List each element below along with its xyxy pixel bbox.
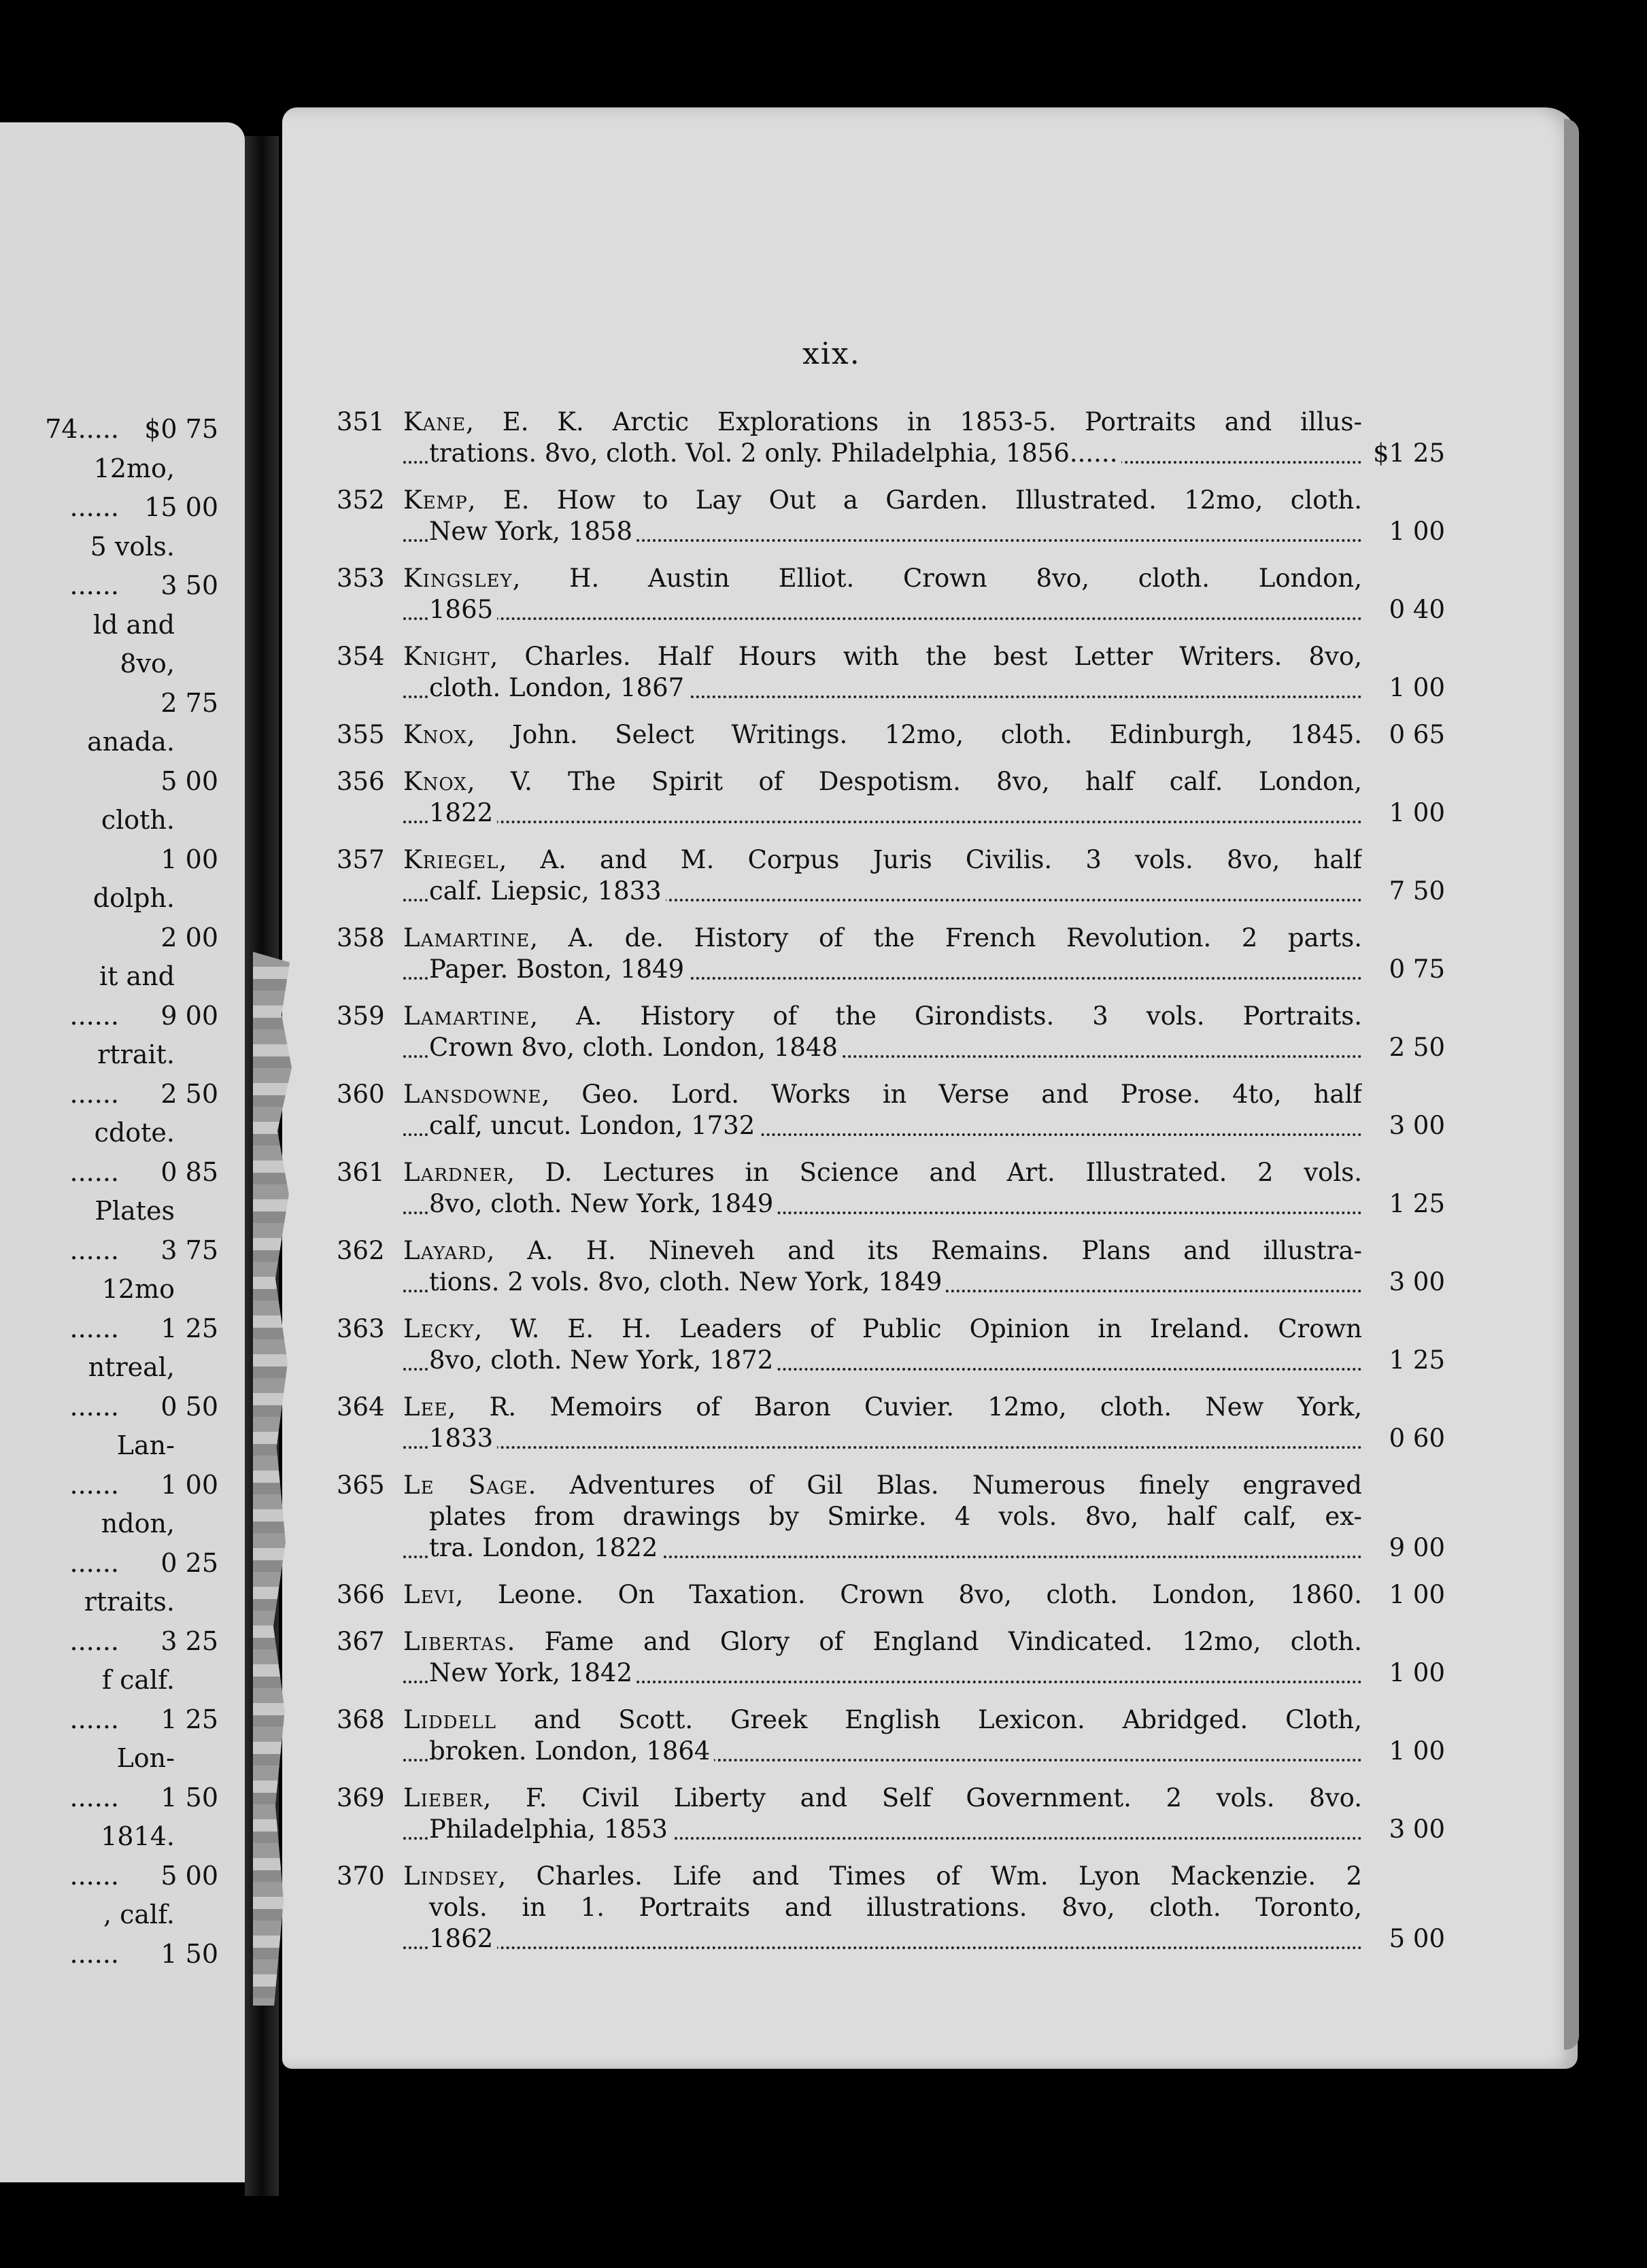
left-page-price: 1 50 xyxy=(160,1782,218,1812)
entry-price: 3 00 xyxy=(1389,1111,1445,1140)
left-page-price: 1 00 xyxy=(160,1469,218,1500)
entry-number: 360 xyxy=(337,1080,385,1109)
entry-number: 363 xyxy=(337,1314,385,1343)
entry-last-line: Crown 8vo, cloth. London, 1848 xyxy=(429,1033,842,1062)
entry-number: 351 xyxy=(337,407,385,436)
entry-number: 356 xyxy=(337,767,385,796)
entry-price: $1 25 xyxy=(1373,439,1445,468)
entry-last-line: Paper. Boston, 1849 xyxy=(429,955,688,984)
entry-body xyxy=(403,641,1362,704)
entry-number: 354 xyxy=(337,642,385,671)
entry-price: 1 00 xyxy=(1389,673,1445,702)
left-page-fragment: ...... xyxy=(69,1860,119,1891)
leader-dots xyxy=(403,1946,1362,1949)
left-page-fragment: ...... xyxy=(69,1469,119,1500)
entry-number: 368 xyxy=(337,1705,385,1734)
entry-price: 0 40 xyxy=(1389,595,1445,624)
left-page-fragment: ...... xyxy=(69,1547,119,1578)
entry-author: Knox xyxy=(403,720,467,749)
left-page-fragment: ...... xyxy=(69,1626,119,1656)
entry-continuation: plates from drawings by Smirke. 4 vols. 8vo, half calf, ex- xyxy=(429,1502,1362,1531)
entry-body xyxy=(403,1001,1362,1063)
left-page-price: 2 75 xyxy=(160,687,218,718)
entry-author: Levi xyxy=(403,1580,456,1609)
entry-number: 369 xyxy=(337,1783,385,1812)
entry-author: Lecky xyxy=(403,1314,475,1343)
entry-author: Lamartine xyxy=(403,923,530,952)
entry-price: 1 00 xyxy=(1389,517,1445,546)
entry-description: , Leone. On Taxation. Crown 8vo, cloth. London, 1860. xyxy=(455,1580,1362,1609)
entry-body xyxy=(403,923,1362,985)
entry-body xyxy=(403,1579,1362,1611)
entry-description: , V. The Spirit of Despotism. 8vo, half calf. London, xyxy=(466,767,1362,796)
left-page-fragment: it and xyxy=(99,961,175,991)
left-page-price: 0 85 xyxy=(160,1156,218,1187)
entry-price: 1 00 xyxy=(1389,1736,1445,1766)
leader-dots xyxy=(403,821,1362,823)
entry-last-line: broken. London, 1864 xyxy=(429,1736,714,1766)
left-page-fragment: Lan- xyxy=(116,1430,175,1460)
entry-description: and Scott. Greek English Lexicon. Abridged. Cloth, xyxy=(496,1705,1362,1734)
entry-number: 355 xyxy=(337,720,385,749)
leader-dots xyxy=(403,617,1362,620)
entry-body xyxy=(403,844,1362,907)
entry-number: 366 xyxy=(337,1580,385,1609)
entry-author: Lieber xyxy=(403,1783,483,1812)
entry-number: 361 xyxy=(337,1158,385,1187)
left-page-price: $0 75 xyxy=(144,414,218,444)
entry-last-line: calf, uncut. London, 1732 xyxy=(429,1111,759,1140)
left-page-fragment: ...... xyxy=(69,1313,119,1343)
entry-description: , F. Civil Liberty and Self Government. 2 vols. 8vo. xyxy=(483,1783,1362,1812)
entry-price: 3 00 xyxy=(1389,1267,1445,1296)
left-page-price: 15 00 xyxy=(144,492,218,522)
left-page-fragment: f calf. xyxy=(101,1665,175,1695)
entry-number: 359 xyxy=(337,1001,385,1031)
entry-description: , Geo. Lord. Works in Verse and Prose. 4to, half xyxy=(541,1080,1362,1109)
entry-number: 353 xyxy=(337,564,385,593)
entry-author: Kemp xyxy=(403,485,468,515)
entry-last-line: New York, 1842 xyxy=(429,1658,636,1687)
entry-price: 0 75 xyxy=(1389,955,1445,984)
entry-author: Knight xyxy=(403,642,490,671)
entry-description: . Fame and Glory of England Vindicated. 12mo, cloth. xyxy=(507,1627,1362,1656)
left-page-fragment: ...... xyxy=(69,1704,119,1734)
entry-author: Lansdowne xyxy=(403,1080,542,1109)
entry-body xyxy=(403,1626,1362,1689)
left-page-fragment: ld and xyxy=(92,609,175,640)
entry-last-line: 8vo, cloth. New York, 1872 xyxy=(429,1345,777,1375)
left-page-fragment: ...... xyxy=(69,1782,119,1812)
entry-description: , E. K. Arctic Explorations in 1853-5. Portraits and illus- xyxy=(466,407,1362,436)
left-page-fragment: cloth. xyxy=(101,805,175,835)
entry-body xyxy=(403,1392,1362,1454)
left-page-price: 9 00 xyxy=(160,1000,218,1031)
left-page-fragment: 5 vols. xyxy=(90,531,175,562)
entry-author: Liddell xyxy=(403,1705,497,1734)
entry-author: Knox xyxy=(403,767,467,796)
entry-last-line: 8vo, cloth. New York, 1849 xyxy=(429,1189,777,1218)
entry-body xyxy=(403,1235,1362,1298)
entry-last-line: 1865 xyxy=(429,595,497,624)
left-page-fragment: ...... xyxy=(69,570,119,600)
entry-number: 365 xyxy=(337,1471,385,1500)
entry-description: , A. H. Nineveh and its Remains. Plans and illustra- xyxy=(486,1236,1362,1265)
entry-body xyxy=(403,1157,1362,1220)
entry-author: Le Sage xyxy=(403,1471,528,1500)
entry-description: , A. and M. Corpus Juris Civilis. 3 vols. 8vo, half xyxy=(498,845,1362,874)
entry-price: 1 00 xyxy=(1389,1658,1445,1687)
entry-description: , A. de. History of the French Revolution. 2 parts. xyxy=(530,923,1362,952)
leader-dots xyxy=(403,1446,1362,1449)
entry-body xyxy=(403,1313,1362,1376)
entry-last-line: cloth. London, 1867 xyxy=(429,673,688,702)
entry-number: 362 xyxy=(337,1236,385,1265)
entry-last-line: 1833 xyxy=(429,1424,497,1453)
entry-price: 1 25 xyxy=(1389,1189,1445,1218)
entry-author: Kane xyxy=(403,407,466,436)
left-page-fragment: 12mo xyxy=(101,1274,175,1304)
entry-description: , Charles. Life and Times of Wm. Lyon Mackenzie. 2 xyxy=(498,1861,1362,1891)
left-page-price: 1 50 xyxy=(160,1938,218,1969)
left-page-price: 5 00 xyxy=(160,1860,218,1891)
entry-author: Kriegel xyxy=(403,845,499,874)
entry-author: Layard xyxy=(403,1236,487,1265)
left-page-fragment: ...... xyxy=(69,1938,119,1969)
left-page-price: 1 25 xyxy=(160,1313,218,1343)
entry-body xyxy=(403,1861,1362,1955)
entry-body xyxy=(403,407,1362,469)
entry-last-line: calf. Liepsic, 1833 xyxy=(429,876,666,906)
page-number: xix. xyxy=(802,337,861,371)
entry-price: 0 65 xyxy=(1389,720,1445,749)
entry-price: 1 25 xyxy=(1389,1345,1445,1375)
entry-description: . Adventures of Gil Blas. Numerous finely engraved xyxy=(528,1471,1362,1500)
entry-body xyxy=(403,766,1362,829)
entry-author: Lardner xyxy=(403,1158,507,1187)
left-page-fragment: anada. xyxy=(87,727,175,757)
left-page-price: 0 25 xyxy=(160,1547,218,1578)
left-page-fragment: ndon, xyxy=(101,1509,175,1539)
entry-description: , John. Select Writings. 12mo, cloth. Edinburgh, 1845. xyxy=(466,720,1362,749)
entry-author: Lindsey xyxy=(403,1861,498,1891)
entry-description: , R. Memoirs of Baron Cuvier. 12mo, cloth. New York, xyxy=(447,1392,1362,1422)
entry-price: 7 50 xyxy=(1389,876,1445,906)
entry-number: 357 xyxy=(337,845,385,874)
entry-price: 0 60 xyxy=(1389,1424,1445,1453)
entry-last-line: 1822 xyxy=(429,798,497,827)
entry-number: 367 xyxy=(337,1627,385,1656)
left-page-fragment: 12mo, xyxy=(93,453,175,483)
left-page-fragment: 1814. xyxy=(101,1821,175,1851)
left-page-fragment: rtraits. xyxy=(84,1587,175,1617)
entry-author: Libertas xyxy=(403,1627,507,1656)
left-page-price: 2 50 xyxy=(160,1078,218,1109)
entry-last-line: 1862 xyxy=(429,1924,497,1953)
entry-body xyxy=(403,1704,1362,1767)
left-page-price: 1 00 xyxy=(160,844,218,874)
entry-author: Lee xyxy=(403,1392,448,1422)
left-page-fragment: 8vo, xyxy=(120,649,175,678)
left-page-fragment: ...... xyxy=(69,1000,119,1031)
entry-last-line: Philadelphia, 1853 xyxy=(429,1815,672,1844)
entry-description: , W. E. H. Leaders of Public Opinion in Ireland. Crown xyxy=(474,1314,1362,1343)
entry-price: 1 00 xyxy=(1389,798,1445,827)
entry-continuation: vols. in 1. Portraits and illustrations. 8vo, cloth. Toronto, xyxy=(429,1893,1362,1922)
left-page-fragment: Lon- xyxy=(116,1743,175,1773)
left-page-fragment: ...... xyxy=(69,1391,119,1422)
left-page-price: 3 50 xyxy=(160,570,218,600)
left-page-fragment: 74..... xyxy=(45,414,119,444)
entry-last-line: tions. 2 vols. 8vo, cloth. New York, 1849 xyxy=(429,1267,946,1296)
entry-description: , H. Austin Elliot. Crown 8vo, cloth. London, xyxy=(512,564,1362,593)
left-page-fragment: ...... xyxy=(69,1156,119,1187)
left-page-price: 1 25 xyxy=(160,1704,218,1734)
left-page-fragment: ntreal, xyxy=(88,1352,175,1382)
left-page-price: 3 75 xyxy=(160,1235,218,1265)
entry-number: 370 xyxy=(337,1861,385,1891)
entry-author: Kingsley xyxy=(403,564,513,593)
entry-body xyxy=(403,563,1362,625)
entry-price: 9 00 xyxy=(1389,1533,1445,1562)
entry-number: 364 xyxy=(337,1392,385,1422)
entry-description: , E. How to Lay Out a Garden. Illustrated. 12mo, cloth. xyxy=(467,485,1362,515)
left-page-price: 3 25 xyxy=(160,1626,218,1656)
entry-body xyxy=(403,1079,1362,1141)
entry-description: , D. Lectures in Science and Art. Illustrated. 2 vols. xyxy=(507,1158,1362,1187)
entry-price: 5 00 xyxy=(1389,1924,1445,1953)
entry-description: , A. History of the Girondists. 3 vols. Portraits. xyxy=(530,1001,1362,1031)
left-page-price: 2 00 xyxy=(160,922,218,952)
left-page-fragment: ...... xyxy=(69,1235,119,1265)
entry-last-line: New York, 1858 xyxy=(429,517,636,546)
left-page-fragment: Plates xyxy=(95,1196,175,1226)
left-page-fragment: dolph. xyxy=(92,883,175,913)
left-page-fragment: rtrait. xyxy=(97,1040,175,1069)
right-page-edge xyxy=(1564,119,1579,2050)
left-page-fragment: ...... xyxy=(69,492,119,522)
entry-last-line: trations. 8vo, cloth. Vol. 2 only. Philadelphia, 1856...... xyxy=(429,439,1121,468)
left-page-price: 5 00 xyxy=(160,766,218,796)
entry-description: , Charles. Half Hours with the best Letter Writers. 8vo, xyxy=(490,642,1362,671)
entry-body xyxy=(403,485,1362,547)
entry-last-line: tra. London, 1822 xyxy=(429,1533,662,1562)
left-page-fragment: cdote. xyxy=(94,1118,175,1148)
left-page-fragment: ...... xyxy=(69,1078,119,1109)
left-page-price: 0 50 xyxy=(160,1391,218,1422)
entry-body xyxy=(403,719,1362,751)
entry-body xyxy=(403,1783,1362,1845)
left-page-fragment: , calf. xyxy=(103,1900,175,1929)
entry-author: Lamartine xyxy=(403,1001,530,1031)
entry-price: 3 00 xyxy=(1389,1815,1445,1844)
entry-body xyxy=(403,1470,1362,1564)
entry-price: 2 50 xyxy=(1389,1033,1445,1062)
entry-price: 1 00 xyxy=(1389,1580,1445,1609)
entry-number: 352 xyxy=(337,485,385,515)
entry-number: 358 xyxy=(337,923,385,952)
